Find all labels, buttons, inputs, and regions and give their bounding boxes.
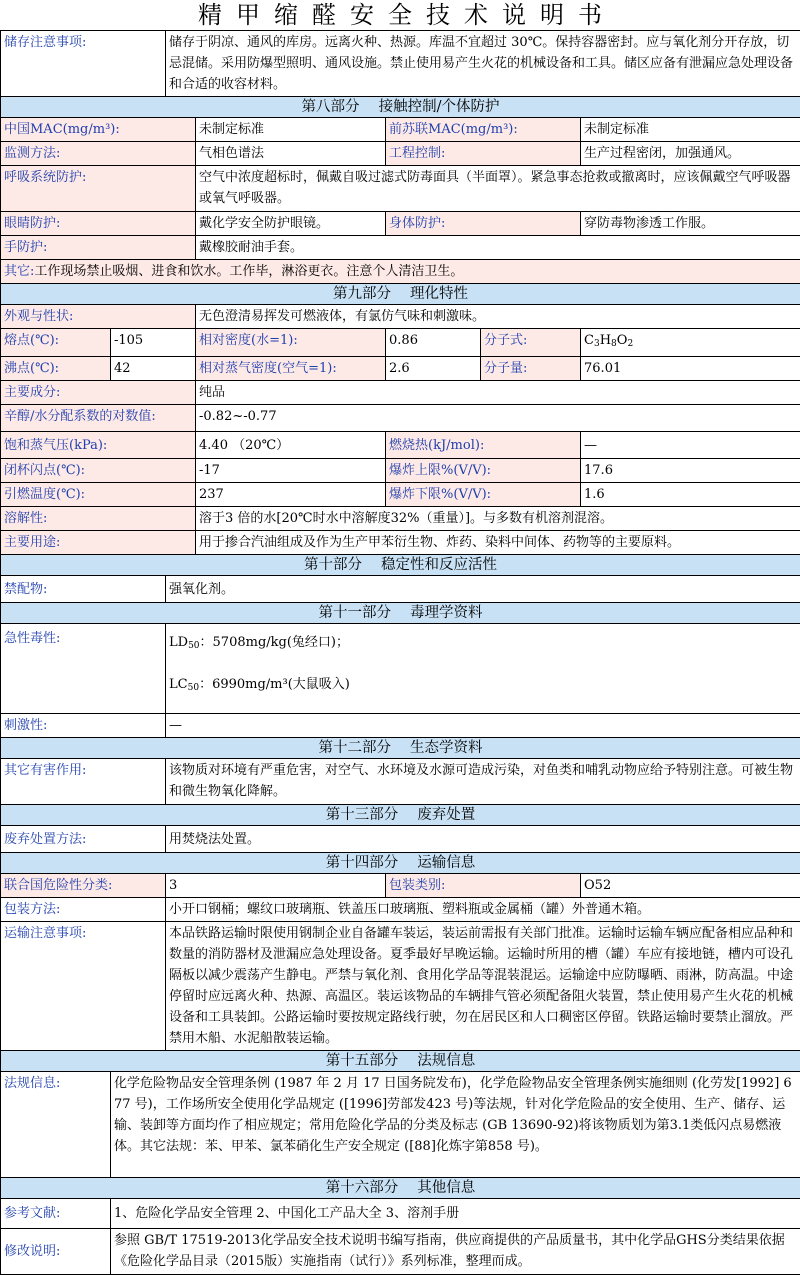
ussr-mac-label: 前苏联MAC(mg/m³): (386, 118, 581, 142)
solubility-label: 溶解性: (1, 507, 196, 531)
log-p-label: 辛醇/水分配系数的对数值: (1, 405, 196, 432)
disposal-label: 废弃处置方法: (1, 826, 166, 853)
respiratory-label: 呼吸系统防护: (1, 166, 196, 212)
section-15-header: 第十五部分 法规信息 (1, 1051, 800, 1072)
incompatible-label: 禁配物: (1, 576, 166, 603)
formula-value (581, 329, 800, 357)
vapor-density-value: 2.6 (386, 357, 481, 381)
china-mac-label: 中国MAC(mg/m³): (1, 118, 196, 142)
storage-label: 储存注意事项: (1, 31, 166, 97)
molecular-weight-value: 76.01 (581, 357, 800, 381)
formula-h: H (600, 333, 611, 348)
relative-density-label: 相对密度(水=1): (196, 329, 386, 357)
explosion-lower-label: 爆炸下限%(V/V): (386, 483, 581, 507)
ld50-line (169, 632, 797, 674)
ignition-temp-label: 引燃温度(℃): (1, 483, 196, 507)
transport-label: 运输注意事项: (1, 922, 166, 1051)
formula-label: 分子式: (481, 329, 581, 357)
respiratory-value: 空气中浓度超标时，佩戴自吸过滤式防毒面具（半面罩）。紧急事态抢救或撤离时，应该佩戴空气呼吸器或氧气呼吸器。 (196, 166, 800, 212)
section-9-header: 第九部分 理化特性 (1, 284, 800, 305)
other-protection-row (1, 260, 800, 284)
regulation-value: 化学危险物品安全管理条例 (1987 年 2 月 17 日国务院发布)，化学危险物品安全管理条例实施细则 (化劳发[1992] 677 号)，工作场所安全使用化学品规定 ([1996]劳部发423 号)等法规，针对化学危险品的安全使用、生产、储存、运输、装卸等方面均作了相应规定；常用危险化学品的分类及标志 (GB 13690-92)将该物质划为第3.1类低闪点易燃液体。其它法规：苯、甲苯、氯苯硝化生产安全规定 ([88]化炼字第858 号)。 (111, 1072, 800, 1178)
storage-text: 储存于阴凉、通风的库房。远离火种、热源。库温不宜超过 30℃。保持容器密封。应与氧化剂分开存放，切忌混储。采用防爆型照明、通风设施。禁止使用易产生火花的机械设备和工具。储区应备有泄漏应急处理设备和合适的收容材料。 (166, 31, 800, 97)
vapor-density-label: 相对蒸气密度(空气=1): (196, 357, 386, 381)
package-method-label: 包装方法: (1, 898, 166, 922)
document-title: 精甲缩醛安全技术说明书 (0, 0, 800, 30)
sds-table (0, 30, 800, 1275)
formula-o-count: 2 (627, 339, 633, 349)
formula-h-count: 8 (611, 339, 617, 349)
ussr-mac-value: 未制定标准 (581, 118, 800, 142)
lc-sub: 50 (188, 683, 199, 693)
regulation-label: 法规信息: (1, 1072, 111, 1178)
formula-c-count: 3 (594, 339, 600, 349)
un-class-value: 3 (166, 874, 386, 898)
revision-label: 修改说明: (1, 1229, 111, 1275)
formula-c: C (584, 333, 594, 348)
engineering-control-value: 生产过程密闭，加强通风。 (581, 142, 800, 166)
ignition-temp-value: 237 (196, 483, 386, 507)
section-10-header: 第十部分 稳定性和反应活性 (1, 555, 800, 576)
reference-value: 1、危险化学品安全管理 2、中国化工产品大全 3、溶剂手册 (111, 1199, 800, 1229)
main-use-label: 主要用途: (1, 531, 196, 555)
china-mac-value: 未制定标准 (196, 118, 386, 142)
molecular-weight-label: 分子量: (481, 357, 581, 381)
acute-toxicity-label: 急性毒性: (1, 624, 166, 714)
revision-value: 参照 GB/T 17519-2013化学品安全技术说明书编写指南，供应商提供的产品质量书，其中化学品GHS分类结果依据《危险化学品目录（2015版）实施指南（试行）》系列标准，整理而成。 (111, 1229, 800, 1275)
flash-point-value: -17 (196, 459, 386, 483)
reference-label: 参考文献: (1, 1199, 111, 1229)
boiling-point-label: 沸点(℃): (1, 357, 111, 381)
disposal-value: 用焚烧法处置。 (166, 826, 800, 853)
vapor-pressure-label: 饱和蒸气压(kPa): (1, 432, 196, 459)
un-class-label: 联合国危险性分类: (1, 874, 166, 898)
section-13-header: 第十三部分 废弃处置 (1, 805, 800, 826)
ld-sub: 50 (188, 641, 199, 651)
flash-point-label: 闭杯闪点(℃): (1, 459, 196, 483)
other-harm-label: 其它有害作用: (1, 759, 166, 805)
ld-prefix: LD (169, 635, 188, 650)
boiling-point-value: 42 (111, 357, 196, 381)
section-16-header: 第十六部分 其他信息 (1, 1178, 800, 1199)
solubility-value: 溶于3 倍的水[20℃时水中溶解度32%（重量）]。与多数有机溶剂混溶。 (196, 507, 800, 531)
other-harm-value: 该物质对环境有严重危害，对空气、水环境及水源可造成污染，对鱼类和哺乳动物应给予特别注意。可被生物和微生物氧化降解。 (166, 759, 800, 805)
explosion-upper-value: 17.6 (581, 459, 800, 483)
lc50-line (169, 674, 797, 699)
appearance-value: 无色澄清易挥发可燃液体，有氯仿气味和刺激味。 (196, 305, 800, 329)
hand-protection-value: 戴橡胶耐油手套。 (196, 236, 800, 260)
eye-protection-label: 眼睛防护: (1, 212, 196, 236)
transport-value: 本品铁路运输时限使用钢制企业自备罐车装运，装运前需报有关部门批准。运输时运输车辆应配备相应品种和数量的消防器材及泄漏应急处理设备。夏季最好早晚运输。运输时所用的槽（罐）车应有接地链，槽内可设孔隔板以减少震荡产生静电。严禁与氧化剂、食用化学品等混装混运。运输途中应防曝晒、雨淋，防高温。中途停留时应远离火种、热源、高温区。装运该物品的车辆排气管必须配备阻火装置，禁止使用易产生火花的机械设备和工具装卸。公路运输时要按规定路线行驶，勿在居民区和人口稠密区停留。铁路运输时要禁止溜放。严禁用木船、水泥船散装运输。 (166, 922, 800, 1051)
melting-point-label: 熔点(℃): (1, 329, 111, 357)
section-8-header: 第八部分 接触控制/个体防护 (1, 97, 800, 118)
main-component-label: 主要成分: (1, 381, 196, 405)
explosion-upper-label: 爆炸上限%(V/V): (386, 459, 581, 483)
combustion-heat-value: — (581, 432, 800, 459)
other-protection-value: 工作现场禁止吸烟、进食和饮水。工作毕，淋浴更衣。注意个人清洁卫生。 (34, 264, 463, 279)
package-category-value: O52 (581, 874, 800, 898)
other-protection-label: 其它: (4, 264, 34, 279)
section-11-header: 第十一部分 毒理学资料 (1, 603, 800, 624)
eye-protection-value: 戴化学安全防护眼镜。 (196, 212, 386, 236)
ld-value: ：5708mg/kg(兔经口)； (200, 635, 349, 650)
main-component-value: 纯品 (196, 381, 800, 405)
body-protection-value: 穿防毒物渗透工作服。 (581, 212, 800, 236)
section-14-header: 第十四部分 运输信息 (1, 853, 800, 874)
formula-o: O (617, 333, 628, 348)
monitor-method-label: 监测方法: (1, 142, 196, 166)
log-p-value: -0.82~-0.77 (196, 405, 800, 432)
irritation-label: 刺激性: (1, 714, 166, 738)
hand-protection-label: 手防护: (1, 236, 196, 260)
acute-toxicity-value (166, 624, 800, 714)
main-use-value: 用于掺合汽油组成及作为生产甲苯衍生物、炸药、染料中间体、药物等的主要原料。 (196, 531, 800, 555)
lc-value: ：6990mg/m³(大鼠吸入) (199, 677, 350, 692)
package-method-value: 小开口钢桶；螺纹口玻璃瓶、铁盖压口玻璃瓶、塑料瓶或金属桶（罐）外普通木箱。 (166, 898, 800, 922)
incompatible-value: 强氧化剂。 (166, 576, 800, 603)
body-protection-label: 身体防护: (386, 212, 581, 236)
package-category-label: 包装类别: (386, 874, 581, 898)
engineering-control-label: 工程控制: (386, 142, 581, 166)
melting-point-value: -105 (111, 329, 196, 357)
monitor-method-value: 气相色谱法 (196, 142, 386, 166)
relative-density-value: 0.86 (386, 329, 481, 357)
combustion-heat-label: 燃烧热(kJ/mol): (386, 432, 581, 459)
appearance-label: 外观与性状: (1, 305, 196, 329)
vapor-pressure-value: 4.40 （20℃） (196, 432, 386, 459)
section-12-header: 第十二部分 生态学资料 (1, 738, 800, 759)
irritation-value: — (166, 714, 800, 738)
explosion-lower-value: 1.6 (581, 483, 800, 507)
lc-prefix: LC (169, 677, 188, 692)
